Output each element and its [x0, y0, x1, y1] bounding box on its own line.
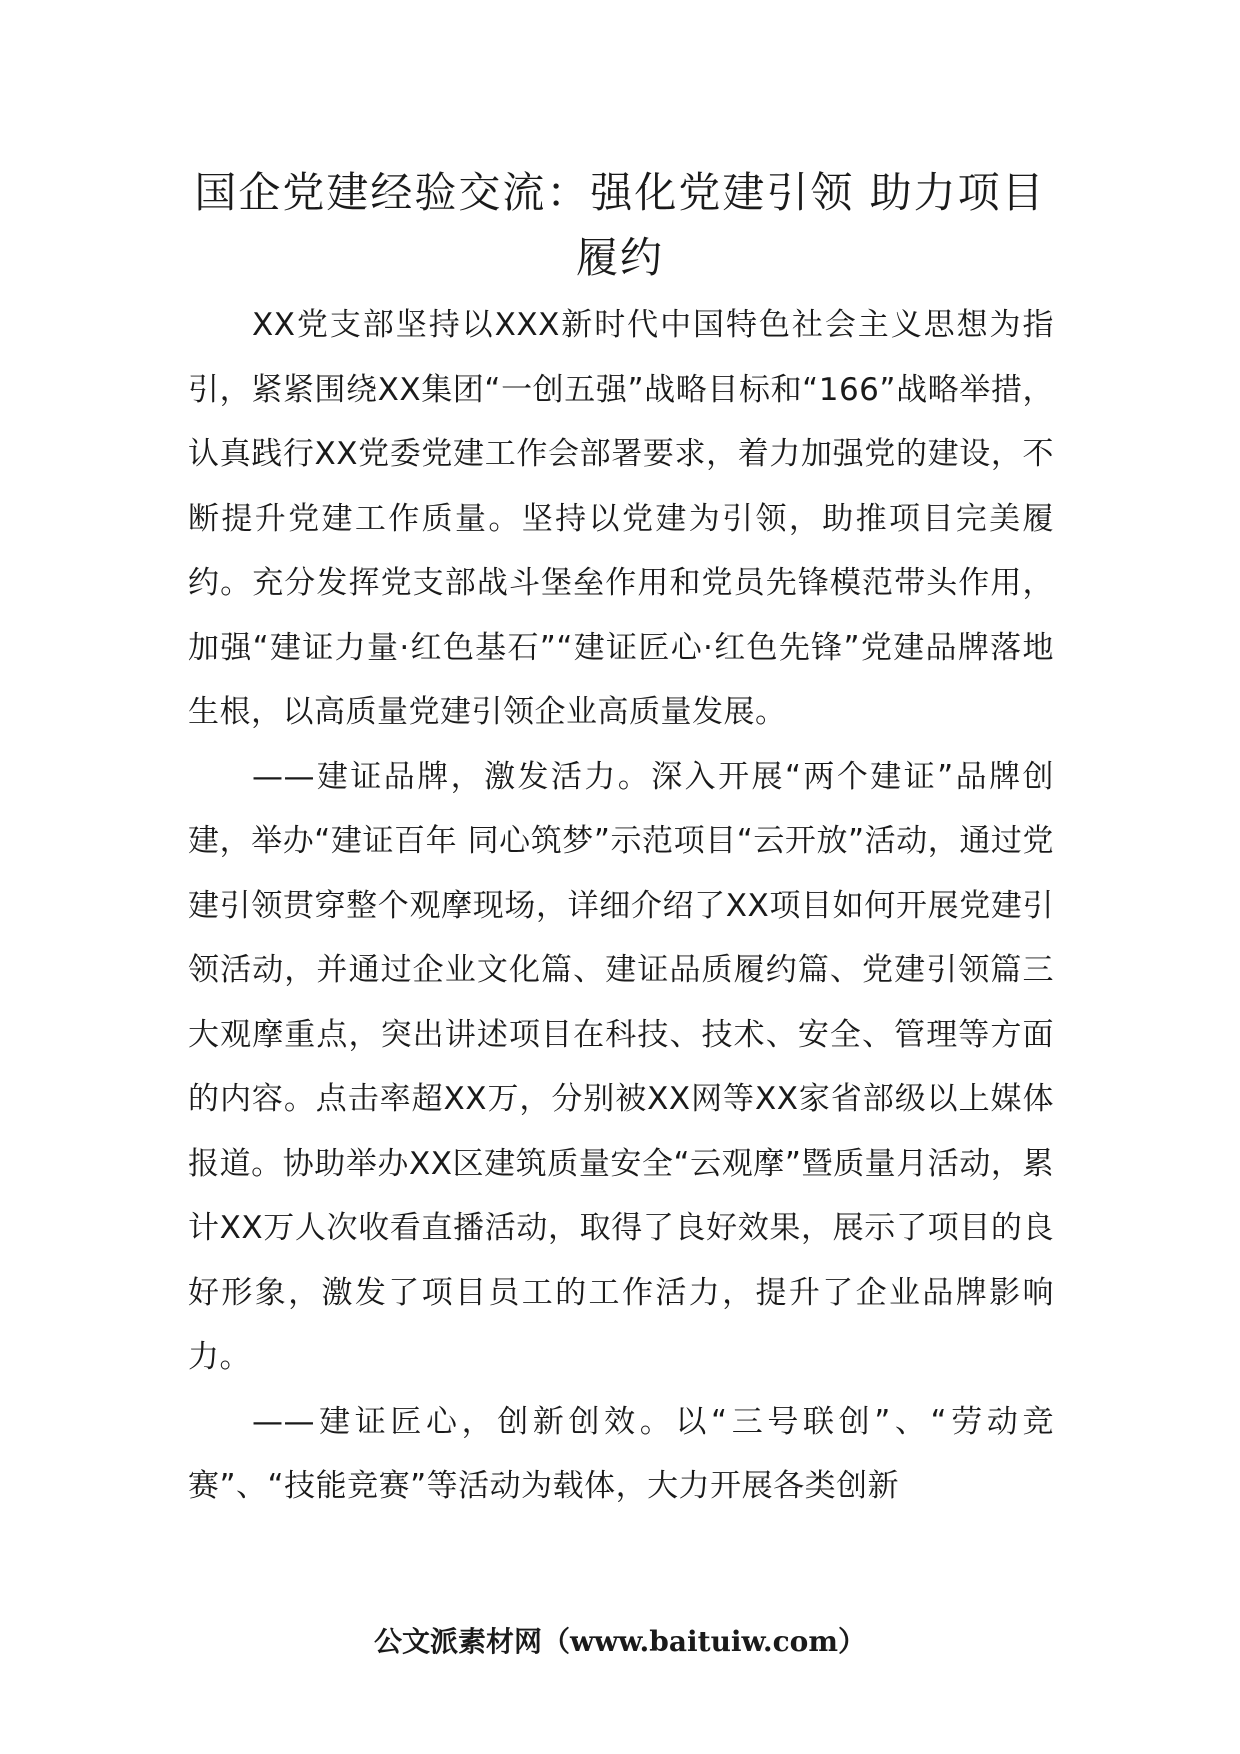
paragraph-brand: ——建证品牌，激发活力。深入开展“两个建证”品牌创建，举办“建证百年 同心筑梦”示范项目“云开放”活动，通过党建引领贯穿整个观摩现场，详细介绍了XX项目如何开展党建引领活动，并通过企业文化篇、建证品质履约篇、党建引领篇三大观摩重点，突出讲述项目在科技、技术、安全、管理等方面的内容。点击率超XX万，分别被XX网等XX家省部级以上媒体报道。协助举办XX区建筑质量安全“云观摩”暨质量月活动，累计XX万人次收看直播活动，取得了良好效果，展示了项目的良好形象，激发了项目员工的工作活力，提升了企业品牌影响力。	[188, 758, 1054, 1375]
footer-watermark: 公文派素材网（www.baituiw.com）	[374, 1625, 866, 1658]
paragraph-craftsmanship: ——建证匠心，创新创效。以“三号联创”、“劳动竞赛”、“技能竞赛”等活动为载体，大力开展各类创新	[188, 1403, 1054, 1504]
paragraph-intro: XX党支部坚持以XXX新时代中国特色社会主义思想为指引，紧紧围绕XX集团“一创五强”战略目标和“166”战略举措，认真践行XX党委党建工作会部署要求，着力加强党的建设，不断提升党建工作质量。坚持以党建为引领，助推项目完美履约。充分发挥党支部战斗堡垒作用和党员先锋模范带头作用，加强“建证力量·红色基石”“建证匠心·红色先锋”党建品牌落地生根，以高质量党建引领企业高质量发展。	[188, 307, 1054, 730]
document-title: 国企党建经验交流：强化党建引领 助力项目履约	[194, 168, 1046, 282]
document-body	[188, 293, 1054, 1519]
